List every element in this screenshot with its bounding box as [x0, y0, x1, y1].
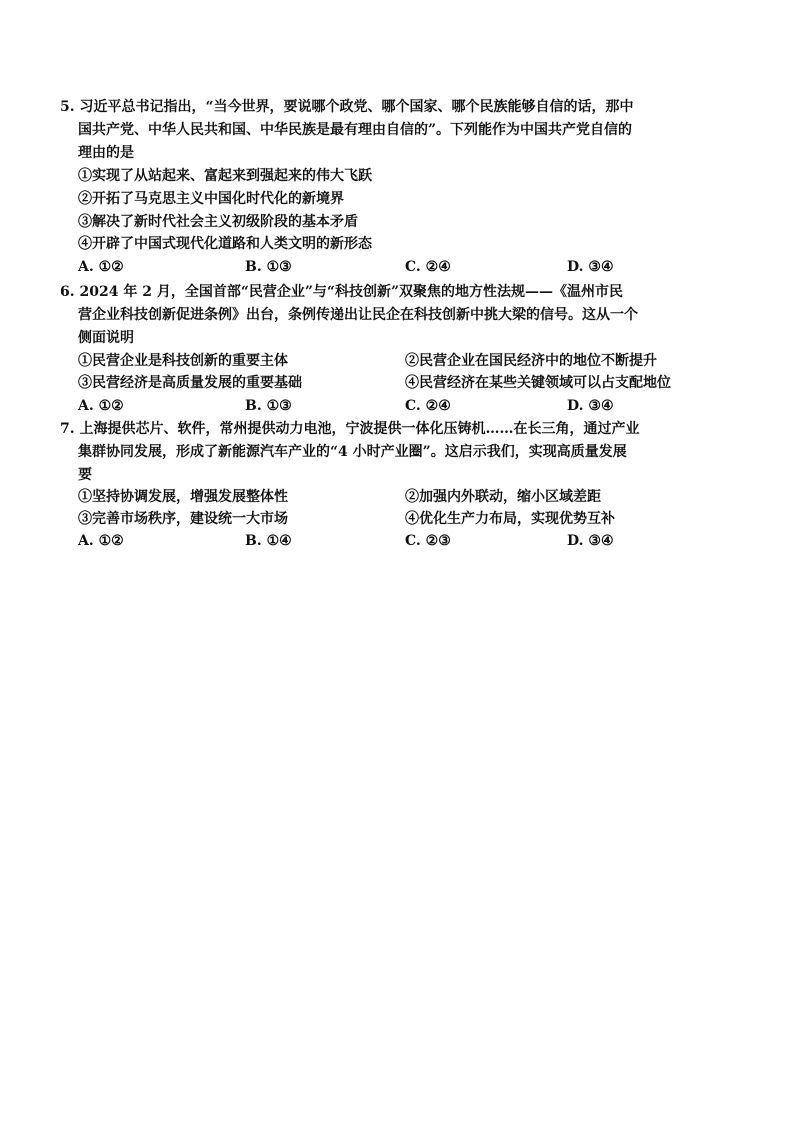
q7-statement: ④优化生产力布局，实现优势互补 — [405, 511, 615, 527]
q5-statement: ①实现了从站起来、富起来到强起来的伟大飞跃 — [78, 168, 372, 184]
q7-choice-a: A. ①② — [78, 533, 124, 549]
q5-statement: ②开拓了马克思主义中国化时代化的新境界 — [78, 191, 344, 207]
q7-choice-b: B. ①④ — [245, 533, 292, 549]
q6-choice-a: A. ①② — [78, 398, 124, 414]
q5-statement: ③解决了新时代社会主义初级阶段的基本矛盾 — [78, 214, 358, 230]
q6-choice-b: B. ①③ — [245, 398, 292, 414]
q5-stem-line: 国共产党、中华人民共和国、中华民族是最有理由自信的”。下列能作为中国共产党自信的 — [78, 122, 633, 138]
q5-choice-c: C. ②④ — [405, 259, 451, 275]
q5-choice-a: A. ①② — [78, 259, 124, 275]
q5-choice-d: D. ③④ — [567, 259, 614, 275]
q5-choice-b: B. ①③ — [245, 259, 292, 275]
q6-choice-c: C. ②④ — [405, 398, 451, 414]
q6-statement: ②民营企业在国民经济中的地位不断提升 — [405, 353, 657, 369]
q7-stem-line: 要 — [78, 467, 92, 483]
q5-statement: ④开辟了中国式现代化道路和人类文明的新形态 — [78, 236, 372, 252]
q7-statement: ②加强内外联动，缩小区域差距 — [405, 489, 601, 505]
q5-stem-line: 理由的是 — [78, 145, 134, 161]
q7-statement: ①坚持协调发展，增强发展整体性 — [78, 489, 288, 505]
q6-stem-line: 营企业科技创新促进条例》出台，条例传递出让民企在科技创新中挑大梁的信号。这从一个 — [78, 307, 638, 323]
q7-statement: ③完善市场秩序，建设统一大市场 — [78, 511, 288, 527]
q6-stem-line: 6. 2024 年 2 月，全国首部“民营企业”与“科技创新”双聚焦的地方性法规——《温州市民 — [60, 284, 624, 300]
q7-choice-d: D. ③④ — [567, 533, 614, 549]
q7-choice-c: C. ②③ — [405, 533, 451, 549]
q7-stem-line: 7. 上海提供芯片、软件，常州提供动力电池，宁波提供一体化压铸机……在长三角，通过产业 — [60, 421, 640, 437]
q7-stem-line: 集群协同发展，形成了新能源汽车产业的“4 小时产业圈”。这启示我们，实现高质量发展 — [78, 444, 627, 460]
q6-statement: ④民营经济在某些关键领域可以占支配地位 — [405, 375, 671, 391]
q6-statement: ③民营经济是高质量发展的重要基础 — [78, 375, 302, 391]
q6-statement: ①民营企业是科技创新的重要主体 — [78, 353, 288, 369]
q6-choice-d: D. ③④ — [567, 398, 614, 414]
q5-stem-line: 5. 习近平总书记指出，“当今世界，要说哪个政党、哪个国家、哪个民族能够自信的话，那中 — [60, 99, 634, 115]
q6-stem-line: 侧面说明 — [78, 330, 134, 346]
